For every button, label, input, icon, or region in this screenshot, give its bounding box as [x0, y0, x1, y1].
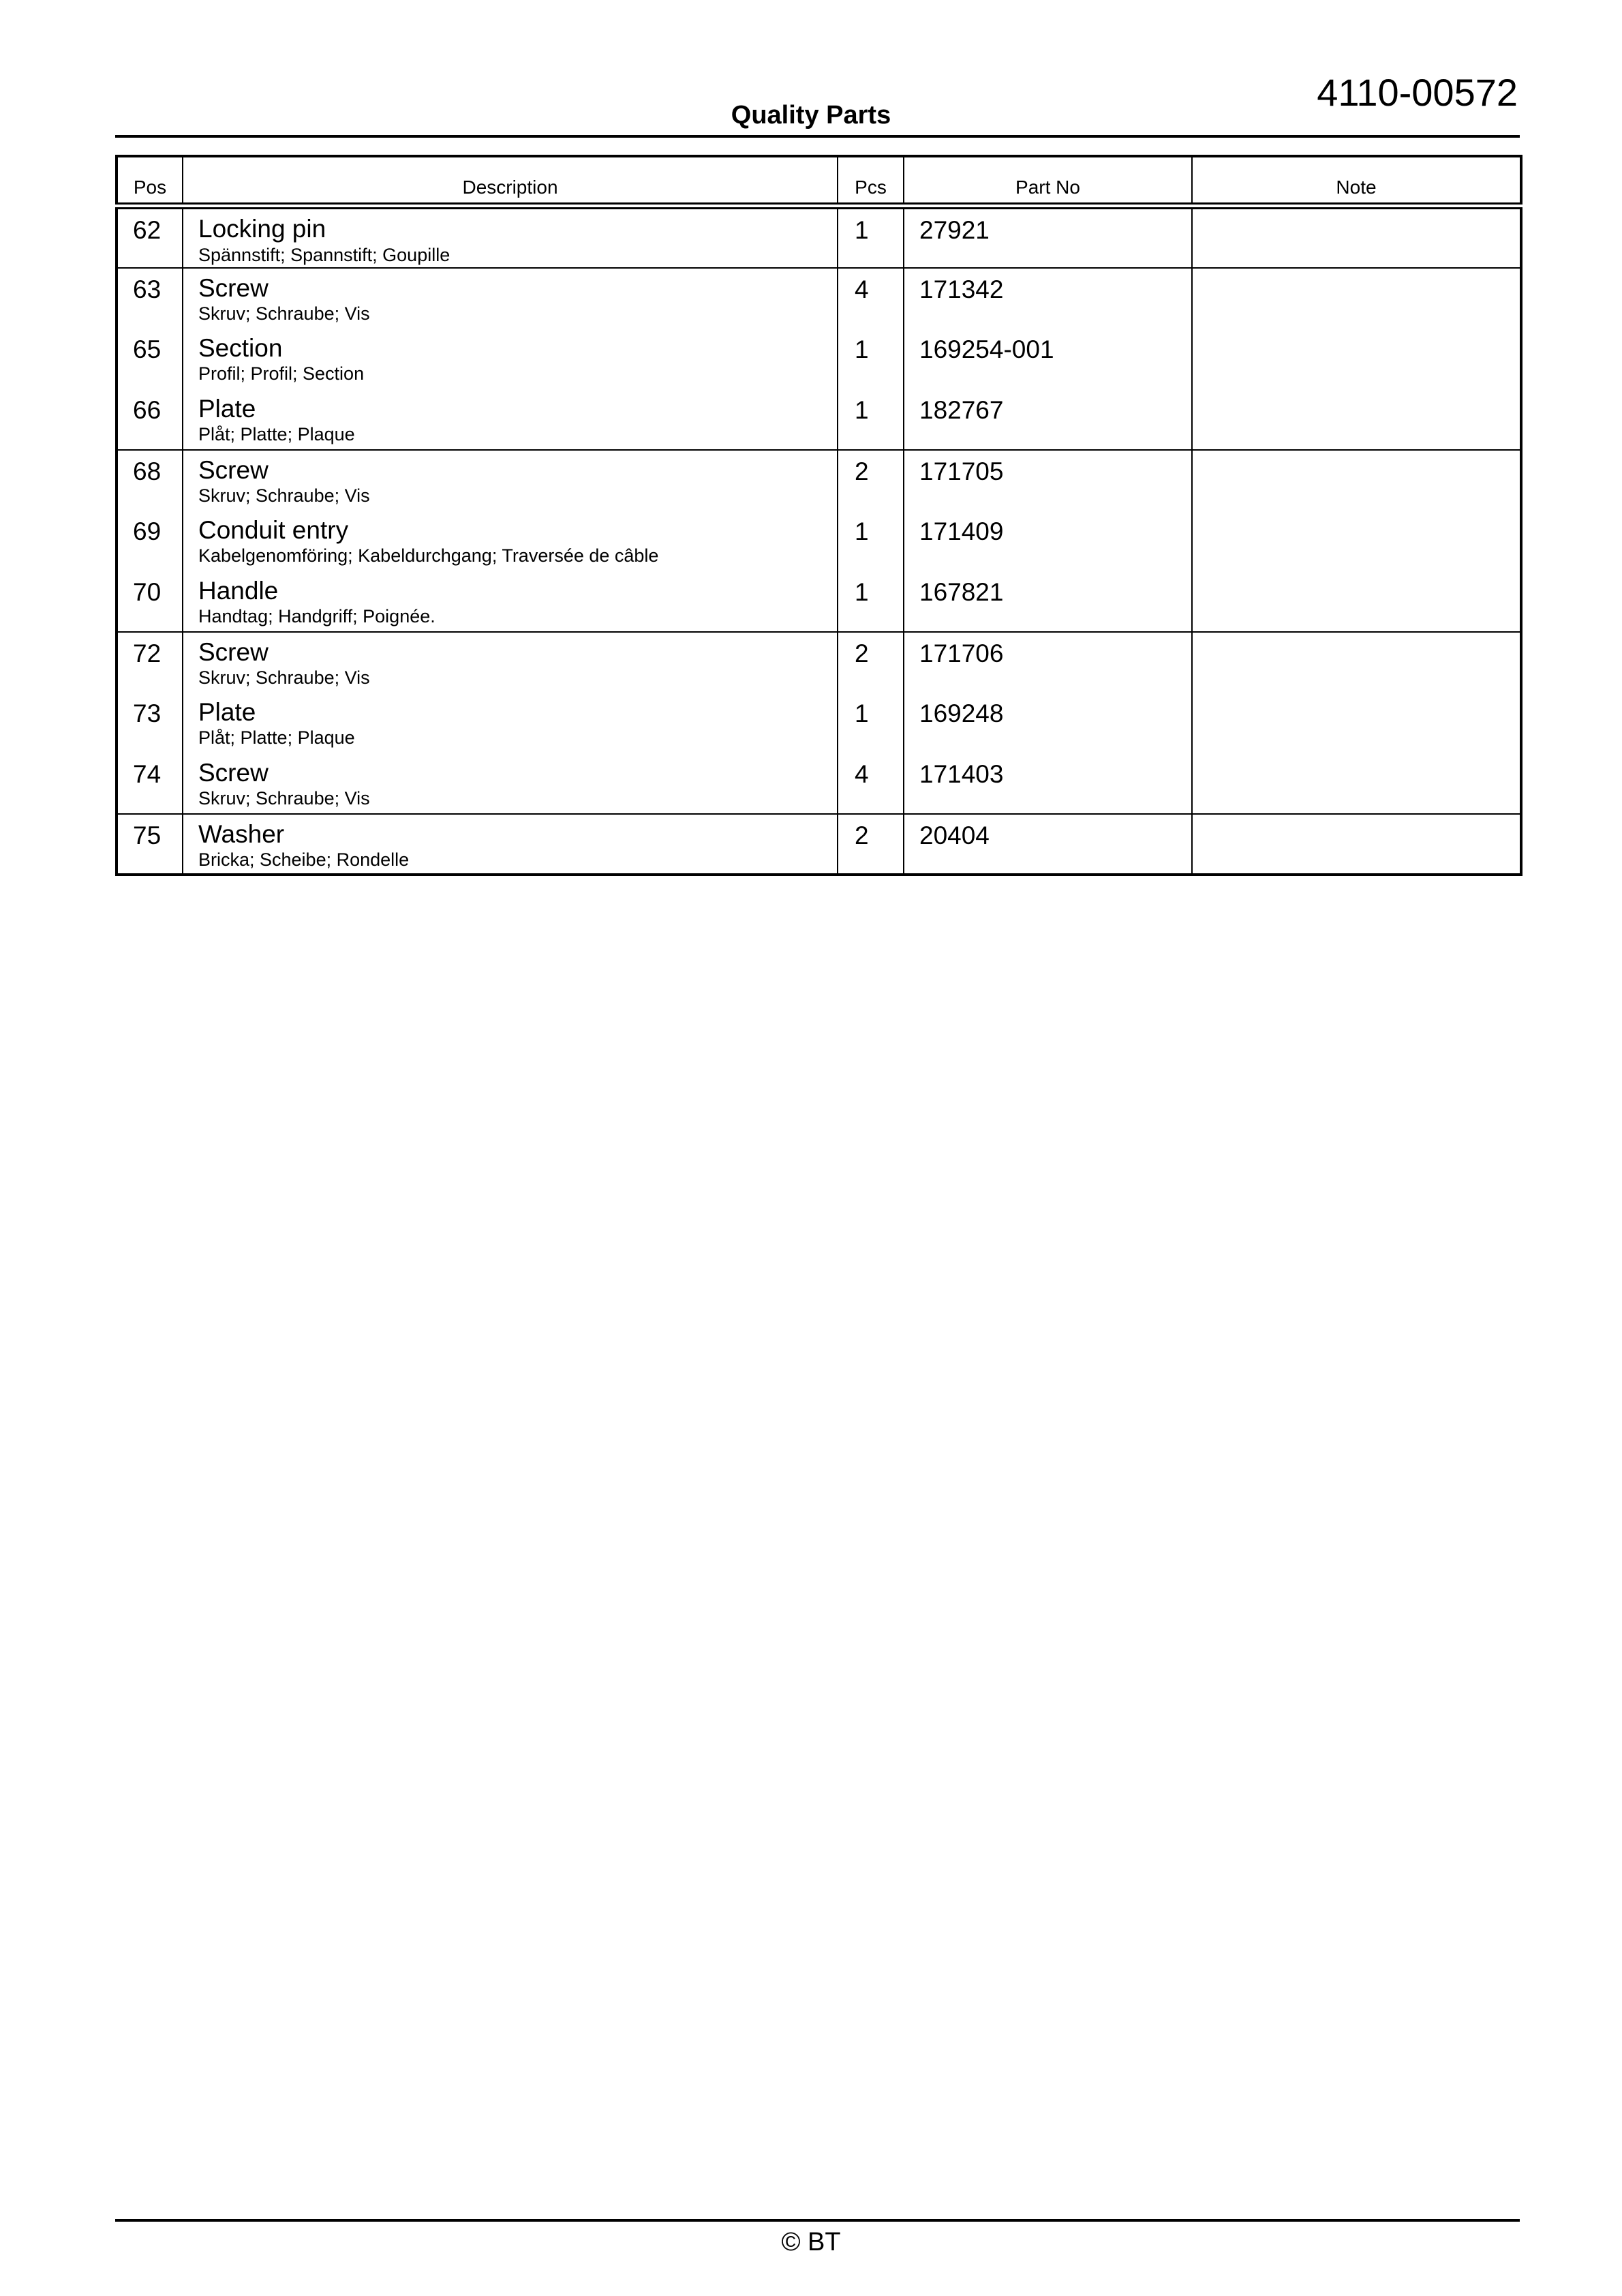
note-cell: [1192, 329, 1521, 389]
description-text: Handle: [198, 576, 279, 605]
part-no-cell: 171706: [904, 632, 1192, 693]
column-header-description: Description: [183, 156, 838, 206]
note-cell: [1192, 206, 1521, 268]
pcs-cell: 2: [838, 450, 904, 511]
description-cell: [183, 268, 838, 329]
description-translations: Skruv; Schraube; Vis: [198, 485, 370, 507]
column-header-pcs: Pcs: [838, 156, 904, 206]
description-text: Plate: [198, 394, 256, 423]
note-cell: [1192, 268, 1521, 329]
description-translations: Handtag; Handgriff; Poignée.: [198, 606, 435, 627]
pcs-cell: 2: [838, 814, 904, 875]
pcs-cell: 1: [838, 329, 904, 389]
description-text: Locking pin: [198, 215, 326, 243]
description-text: Section: [198, 333, 283, 362]
description-text: Plate: [198, 697, 256, 726]
description-text: Washer: [198, 819, 285, 848]
description-cell: [183, 693, 838, 753]
pcs-cell: 1: [838, 693, 904, 753]
pcs-cell: 1: [838, 511, 904, 571]
part-no-cell: 171705: [904, 450, 1192, 511]
note-cell: [1192, 511, 1521, 571]
description-cell: [183, 511, 838, 571]
page-title: Quality Parts: [731, 101, 891, 130]
pos-cell: 74: [117, 753, 183, 814]
pcs-cell: 4: [838, 753, 904, 814]
pos-cell: 70: [117, 571, 183, 632]
pos-cell: 66: [117, 389, 183, 450]
pos-cell: 75: [117, 814, 183, 875]
description-text: Screw: [198, 637, 269, 666]
document-number: 4110-00572: [1317, 71, 1518, 114]
column-header-part-no: Part No: [904, 156, 1192, 206]
description-translations: Skruv; Schraube; Vis: [198, 788, 370, 809]
pcs-cell: 1: [838, 206, 904, 268]
column-header-pos: Pos: [117, 156, 183, 206]
table-row: [117, 632, 1521, 693]
description-translations: Plåt; Platte; Plaque: [198, 424, 355, 445]
description-cell: [183, 450, 838, 511]
table-header-row: [117, 156, 1521, 206]
part-no-cell: 20404: [904, 814, 1192, 875]
description-translations: Bricka; Scheibe; Rondelle: [198, 849, 410, 871]
note-cell: [1192, 389, 1521, 450]
description-text: Screw: [198, 455, 269, 484]
note-cell: [1192, 450, 1521, 511]
description-translations: Kabelgenomföring; Kabeldurchgang; Traversée de câble: [198, 545, 659, 567]
part-no-cell: 167821: [904, 571, 1192, 632]
description-cell: [183, 206, 838, 268]
copyright-notice: © BT: [781, 2228, 841, 2256]
pos-cell: 68: [117, 450, 183, 511]
note-cell: [1192, 571, 1521, 632]
note-cell: [1192, 632, 1521, 693]
description-translations: Plåt; Platte; Plaque: [198, 727, 355, 749]
part-no-cell: 182767: [904, 389, 1192, 450]
description-cell: [183, 632, 838, 693]
table-row: [117, 511, 1521, 571]
pcs-cell: 1: [838, 571, 904, 632]
table-row: [117, 450, 1521, 511]
pos-cell: 62: [117, 206, 183, 268]
part-no-cell: 169254-001: [904, 329, 1192, 389]
note-cell: [1192, 693, 1521, 753]
table-row: [117, 753, 1521, 814]
part-no-cell: 171409: [904, 511, 1192, 571]
pos-cell: 73: [117, 693, 183, 753]
pcs-cell: 1: [838, 389, 904, 450]
table-row: [117, 571, 1521, 632]
note-cell: [1192, 753, 1521, 814]
parts-table: [115, 155, 1522, 876]
description-text: Screw: [198, 273, 269, 302]
description-cell: [183, 329, 838, 389]
description-cell: [183, 389, 838, 450]
pos-cell: 72: [117, 632, 183, 693]
table-row: [117, 206, 1521, 268]
description-translations: Profil; Profil; Section: [198, 363, 365, 384]
pos-cell: 63: [117, 268, 183, 329]
description-text: Screw: [198, 758, 269, 787]
table-row: [117, 693, 1521, 753]
description-text: Conduit entry: [198, 515, 349, 544]
table-row: [117, 814, 1521, 875]
description-translations: Skruv; Schraube; Vis: [198, 303, 370, 324]
table-row: [117, 389, 1521, 450]
table-row: [117, 329, 1521, 389]
pcs-cell: 4: [838, 268, 904, 329]
part-no-cell: 169248: [904, 693, 1192, 753]
part-no-cell: 171342: [904, 268, 1192, 329]
part-no-cell: 171403: [904, 753, 1192, 814]
part-no-cell: 27921: [904, 206, 1192, 268]
pos-cell: 65: [117, 329, 183, 389]
description-cell: [183, 753, 838, 814]
column-header-note: Note: [1192, 156, 1521, 206]
table-row: [117, 268, 1521, 329]
header-divider: [115, 135, 1520, 138]
description-cell: [183, 814, 838, 875]
description-translations: Skruv; Schraube; Vis: [198, 667, 370, 689]
pcs-cell: 2: [838, 632, 904, 693]
description-cell: [183, 571, 838, 632]
parts-table-body: [117, 206, 1521, 875]
pos-cell: 69: [117, 511, 183, 571]
note-cell: [1192, 814, 1521, 875]
description-translations: Spännstift; Spannstift; Goupille: [198, 244, 450, 265]
footer-divider: [115, 2219, 1520, 2222]
